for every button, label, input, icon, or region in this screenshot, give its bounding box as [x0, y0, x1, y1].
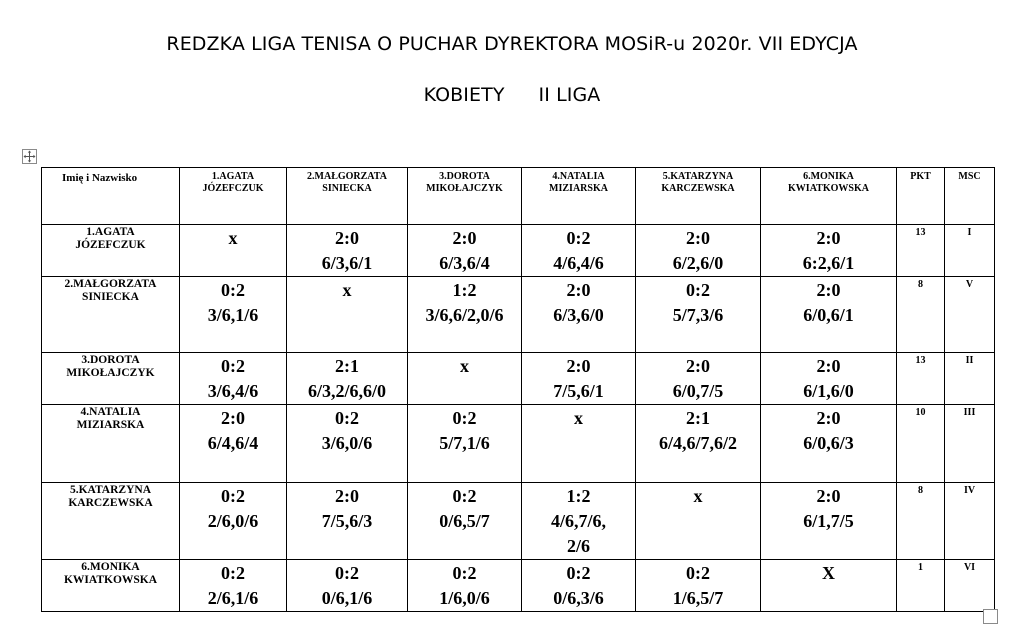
- table-row: [42, 560, 995, 612]
- header-name-column: Imię i Nazwisko: [42, 168, 180, 225]
- result-cell: [636, 405, 761, 483]
- set-scores: 4/6,7/6,: [550, 511, 606, 531]
- header-player-name-line: KWIATKOWSKA: [788, 183, 869, 194]
- set-scores: 1/6,0/6: [439, 588, 490, 608]
- match-score: 0:2: [566, 228, 591, 248]
- result-cell: [761, 560, 897, 612]
- results-table-body: [42, 168, 995, 612]
- result-cell: [636, 560, 761, 612]
- header-pkt: PKT: [897, 168, 945, 225]
- set-scores: 7/5,6/3: [321, 511, 373, 531]
- header-player-name-line: SINIECKA: [322, 183, 372, 194]
- match-score: 2:0: [566, 356, 591, 376]
- match-score: 2:0: [816, 280, 841, 300]
- player-name-line: KWIATKOWSKA: [63, 574, 158, 586]
- league-label: II LIGA: [538, 84, 601, 106]
- match-score: 0:2: [221, 280, 245, 300]
- match-score: 0:2: [452, 486, 477, 506]
- match-score: 0:2: [452, 408, 477, 428]
- set-scores: 1/6,5/7: [672, 588, 724, 608]
- match-score: 2:1: [335, 356, 359, 376]
- match-score: 2:0: [686, 228, 710, 248]
- match-score: 0:2: [221, 486, 245, 506]
- player-name-line: JÓZEFCZUK: [75, 239, 146, 251]
- match-score: 2:1: [686, 408, 710, 428]
- page-subtitle: [0, 84, 1024, 106]
- result-cell: [287, 483, 408, 560]
- player-name-line: 2.MAŁGORZATA: [64, 278, 157, 290]
- set-scores: 3/6,6/2,0/6: [425, 305, 504, 325]
- match-score: 2:0: [566, 280, 591, 300]
- player-name-cell: [42, 225, 180, 277]
- page-title: REDZKA LIGA TENISA O PUCHAR DYREKTORA MOSiR-u 2020r. VII EDYCJA: [166, 33, 858, 55]
- header-player-name-line: 5.KATARZYNA: [662, 171, 734, 182]
- points-cell: 13: [897, 225, 945, 277]
- result-cell: [761, 483, 897, 560]
- table-row: [42, 353, 995, 405]
- result-cell: [636, 353, 761, 405]
- header-player-4: [522, 168, 636, 225]
- table-resize-handle[interactable]: [983, 609, 998, 624]
- set-scores: 6/2,6/0: [672, 253, 724, 273]
- set-scores: 6/3,2/6,6/0: [307, 381, 386, 401]
- header-msc: MSC: [945, 168, 995, 225]
- set-scores: 6/3,6/4: [439, 253, 490, 273]
- header-player-5: [636, 168, 761, 225]
- place-cell: II: [945, 353, 995, 405]
- results-table: [41, 167, 995, 612]
- result-cell: [636, 225, 761, 277]
- player-name-cell: [42, 560, 180, 612]
- result-cell: [408, 483, 522, 560]
- place-cell: VI: [945, 560, 995, 612]
- result-cell: [180, 405, 287, 483]
- match-score: 0:2: [452, 563, 477, 583]
- set-scores: 6/3,6/1: [321, 253, 373, 273]
- set-scores: 6/4,6/4: [207, 433, 259, 453]
- category-label: KOBIETY: [423, 84, 505, 106]
- result-cell: [287, 353, 408, 405]
- place-cell: III: [945, 405, 995, 483]
- set-scores: 2/6,0/6: [207, 511, 259, 531]
- result-cell: [636, 277, 761, 353]
- result-cell: [522, 353, 636, 405]
- result-cell: [180, 225, 287, 277]
- match-score: 2:0: [816, 228, 841, 248]
- match-score: 0:2: [335, 563, 359, 583]
- header-player-name-line: 4.NATALIA: [552, 171, 605, 182]
- result-cell: [761, 277, 897, 353]
- result-cell: [408, 405, 522, 483]
- result-cell: [287, 560, 408, 612]
- points-cell: 1: [897, 560, 945, 612]
- player-name-cell: [42, 483, 180, 560]
- player-name-line: 3.DOROTA: [81, 354, 140, 366]
- result-cell: [180, 483, 287, 560]
- result-cell: [408, 277, 522, 353]
- header-player-name-line: MIKOŁAJCZYK: [426, 183, 503, 194]
- header-player-name-line: JÓZEFCZUK: [202, 183, 264, 194]
- result-cell: [287, 225, 408, 277]
- match-score: 2:0: [452, 228, 477, 248]
- header-row: [42, 168, 995, 225]
- player-name-cell: [42, 353, 180, 405]
- set-scores: 3/6,4/6: [207, 381, 259, 401]
- result-cell: [522, 483, 636, 560]
- result-cell: [761, 225, 897, 277]
- points-cell: 8: [897, 277, 945, 353]
- set-scores: 6/0,6/3: [803, 433, 854, 453]
- player-name-line: 1.AGATA: [86, 226, 135, 238]
- place-cell: IV: [945, 483, 995, 560]
- table-row: [42, 483, 995, 560]
- result-cell: [522, 225, 636, 277]
- result-cell: [180, 560, 287, 612]
- result-cell: [522, 560, 636, 612]
- match-score: 0:2: [335, 408, 359, 428]
- player-name-cell: [42, 277, 180, 353]
- set-scores: 4/6,4/6: [553, 253, 604, 273]
- place-cell: V: [945, 277, 995, 353]
- header-player-1: [180, 168, 287, 225]
- set-scores: 0/6,3/6: [553, 588, 604, 608]
- player-name-line: 6.MONIKA: [81, 561, 140, 573]
- result-cell: [761, 353, 897, 405]
- player-name-line: SINIECKA: [82, 291, 139, 303]
- player-name-line: 5.KATARZYNA: [69, 484, 152, 496]
- match-score: 2:0: [335, 228, 359, 248]
- match-score: 2:0: [816, 408, 841, 428]
- player-name-line: MIZIARSKA: [76, 419, 145, 431]
- result-cell: [408, 560, 522, 612]
- diagonal-mark: x: [693, 486, 703, 506]
- header-player-2: [287, 168, 408, 225]
- diagonal-mark: x: [228, 228, 238, 248]
- diagonal-mark: x: [574, 408, 583, 428]
- header-player-name-line: 3.DOROTA: [439, 171, 490, 182]
- diagonal-mark: x: [342, 280, 352, 300]
- table-move-handle-icon[interactable]: [22, 149, 37, 164]
- result-cell: [636, 483, 761, 560]
- result-cell: [287, 405, 408, 483]
- diagonal-mark: X: [822, 563, 835, 583]
- result-cell: [180, 277, 287, 353]
- table-row: [42, 277, 995, 353]
- match-score: 0:2: [686, 280, 710, 300]
- set-scores: 3/6,0/6: [321, 433, 373, 453]
- set-scores: 0/6,1/6: [321, 588, 373, 608]
- header-player-3: [408, 168, 522, 225]
- result-cell: [408, 225, 522, 277]
- diagonal-mark: x: [460, 356, 469, 376]
- header-player-name-line: 1.AGATA: [211, 171, 255, 182]
- set-scores: 3/6,1/6: [207, 305, 259, 325]
- player-name-line: KARCZEWSKA: [68, 497, 153, 509]
- match-score: 2:0: [221, 408, 245, 428]
- set-scores: 5/7,1/6: [439, 433, 490, 453]
- player-name-line: 4.NATALIA: [80, 406, 141, 418]
- set-scores: 6/3,6/0: [553, 305, 604, 325]
- match-score: 2:0: [335, 486, 359, 506]
- place-cell: I: [945, 225, 995, 277]
- match-score: 2:0: [686, 356, 710, 376]
- match-score: 0:2: [221, 356, 245, 376]
- header-player-name-line: KARCZEWSKA: [661, 183, 735, 194]
- result-cell: [408, 353, 522, 405]
- set-scores: 5/7,3/6: [672, 305, 724, 325]
- points-cell: 13: [897, 353, 945, 405]
- set-scores-continued: 2/6: [566, 536, 590, 556]
- result-cell: [180, 353, 287, 405]
- set-scores: 6:2,6/1: [802, 253, 855, 273]
- match-score: 0:2: [566, 563, 591, 583]
- table-row: [42, 405, 995, 483]
- set-scores: 0/6,5/7: [439, 511, 490, 531]
- set-scores: 6/1,6/0: [803, 381, 854, 401]
- set-scores: 6/0,7/5: [672, 381, 724, 401]
- result-cell: [287, 277, 408, 353]
- player-name-cell: [42, 405, 180, 483]
- match-score: 0:2: [686, 563, 710, 583]
- set-scores: 6/4,6/7,6/2: [658, 433, 737, 453]
- set-scores: 7/5,6/1: [553, 381, 604, 401]
- set-scores: 2/6,1/6: [207, 588, 259, 608]
- match-score: 1:2: [566, 486, 591, 506]
- points-cell: 10: [897, 405, 945, 483]
- match-score: 1:2: [452, 280, 477, 300]
- set-scores: 6/1,7/5: [803, 511, 854, 531]
- match-score: 0:2: [221, 563, 245, 583]
- header-player-name-line: 6.MONIKA: [803, 171, 854, 182]
- table-row: [42, 225, 995, 277]
- header-player-name-line: MIZIARSKA: [549, 183, 608, 194]
- player-name-line: MIKOŁAJCZYK: [66, 367, 155, 379]
- result-cell: [522, 405, 636, 483]
- result-cell: [522, 277, 636, 353]
- points-cell: 8: [897, 483, 945, 560]
- result-cell: [761, 405, 897, 483]
- match-score: 2:0: [816, 486, 841, 506]
- header-player-6: [761, 168, 897, 225]
- match-score: 2:0: [816, 356, 841, 376]
- header-player-name-line: 2.MAŁGORZATA: [307, 171, 387, 182]
- set-scores: 6/0,6/1: [803, 305, 854, 325]
